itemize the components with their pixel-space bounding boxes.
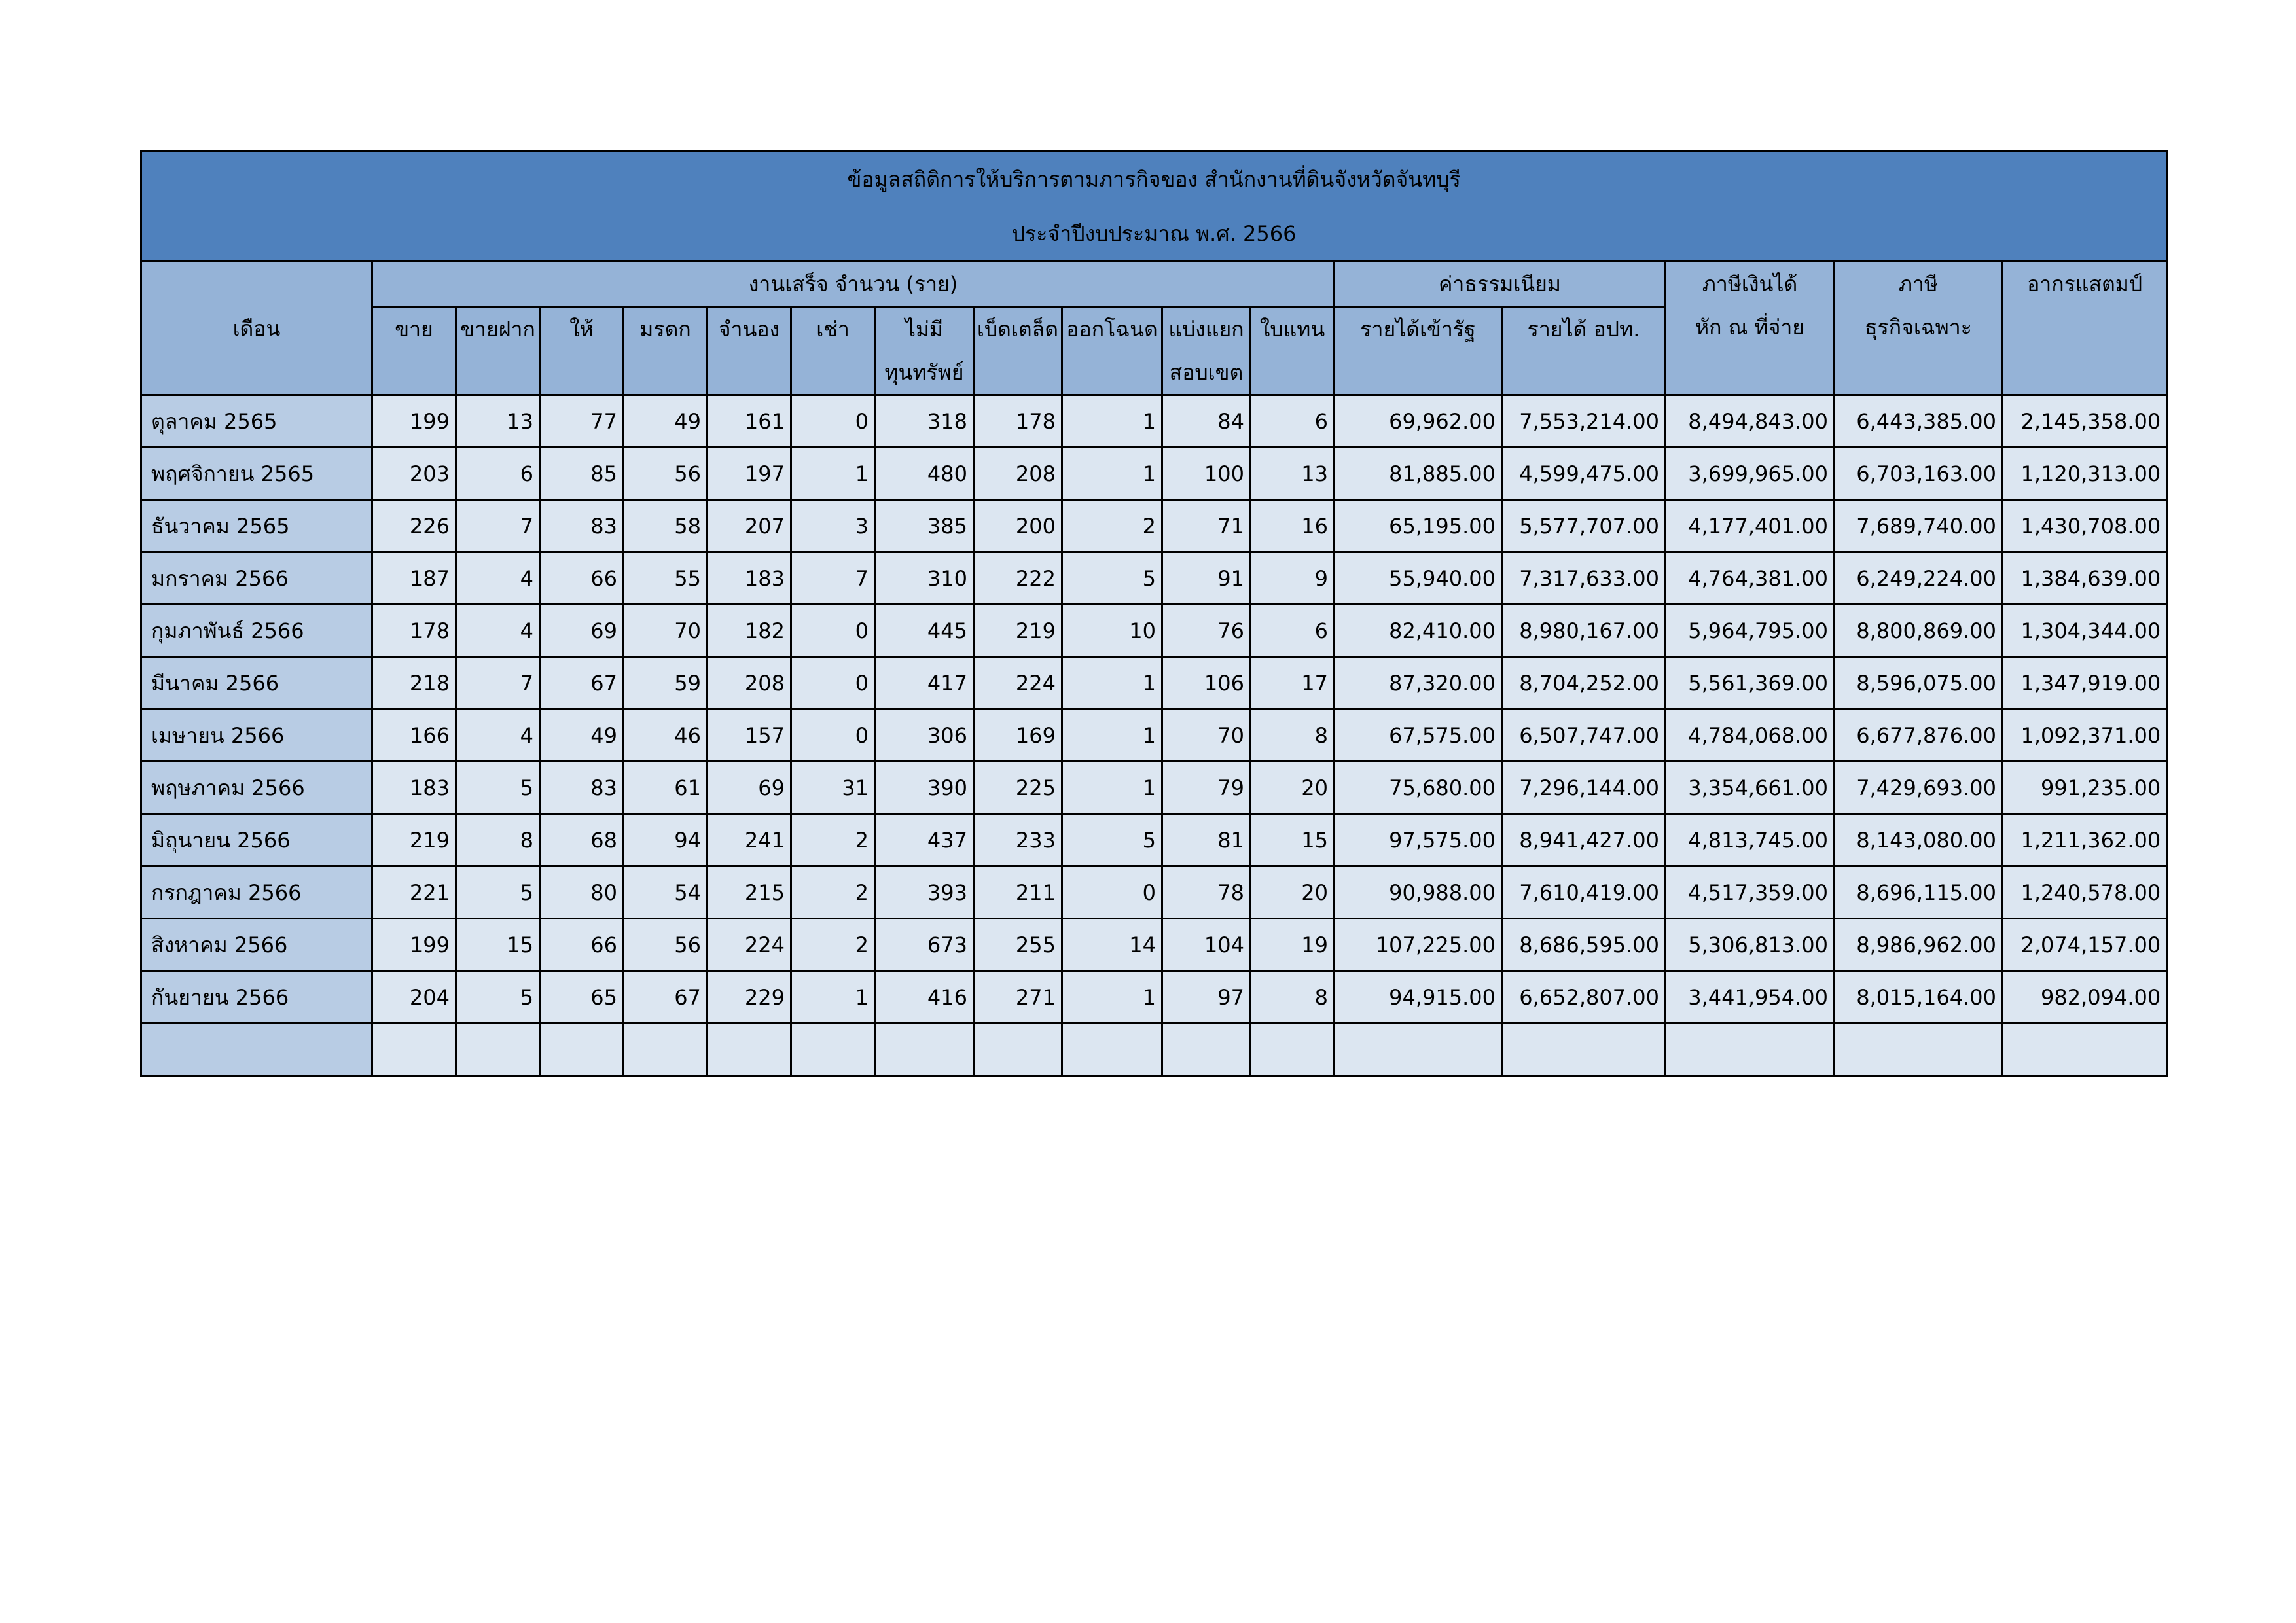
empty-cell [540,1024,624,1076]
empty-cell [2003,1024,2167,1076]
table-row [141,709,2167,762]
value-cell: 310 [875,552,974,605]
empty-cell [1666,1024,1835,1076]
header-replacement: ใบแทน [1251,307,1335,395]
value-cell: 197 [708,448,791,500]
table-row [141,814,2167,866]
empty-cell [708,1024,791,1076]
value-cell: 255 [974,919,1062,971]
value-cell: 390 [875,762,974,814]
title-row [141,151,2167,262]
value-cell: 1 [1062,709,1162,762]
header-mortgage: จำนอง [708,307,791,395]
value-cell: 8,696,115.00 [1835,866,2003,919]
value-cell: 200 [974,500,1062,552]
value-cell: 224 [974,657,1062,709]
value-cell: 7,429,693.00 [1835,762,2003,814]
value-cell: 1 [1062,395,1162,448]
value-cell: 8 [456,814,540,866]
value-cell: 71 [1162,500,1251,552]
value-cell: 1,211,362.00 [2003,814,2167,866]
value-cell: 157 [708,709,791,762]
value-cell: 8,686,595.00 [1502,919,1666,971]
value-cell: 2,074,157.00 [2003,919,2167,971]
empty-cell [1835,1024,2003,1076]
value-cell: 1 [791,971,875,1024]
value-cell: 3 [791,500,875,552]
value-cell: 49 [540,709,624,762]
value-cell: 85 [540,448,624,500]
value-cell: 7,317,633.00 [1502,552,1666,605]
header-miscellaneous: เบ็ดเตล็ด [974,307,1062,395]
value-cell: 8,015,164.00 [1835,971,2003,1024]
value-cell: 7,689,740.00 [1835,500,2003,552]
header-sale-redemption: ขายฝาก [456,307,540,395]
value-cell: 94,915.00 [1335,971,1502,1024]
month-cell: มีนาคม 2566 [141,657,372,709]
table-row [141,448,2167,500]
value-cell: 1,120,313.00 [2003,448,2167,500]
value-cell: 219 [372,814,456,866]
value-cell: 0 [791,605,875,657]
empty-row [141,1024,2167,1076]
value-cell: 4,517,359.00 [1666,866,1835,919]
month-cell: ธันวาคม 2565 [141,500,372,552]
value-cell: 182 [708,605,791,657]
value-cell: 2 [1062,500,1162,552]
value-cell: 982,094.00 [2003,971,2167,1024]
value-cell: 10 [1062,605,1162,657]
value-cell: 76 [1162,605,1251,657]
value-cell: 78 [1162,866,1251,919]
value-cell: 8,800,869.00 [1835,605,2003,657]
month-cell: สิงหาคม 2566 [141,919,372,971]
table-row [141,866,2167,919]
value-cell: 417 [875,657,974,709]
value-cell: 9 [1251,552,1335,605]
value-cell: 224 [708,919,791,971]
empty-cell [791,1024,875,1076]
value-cell: 221 [372,866,456,919]
table-row [141,552,2167,605]
value-cell: 991,235.00 [2003,762,2167,814]
value-cell: 6,443,385.00 [1835,395,2003,448]
value-cell: 8 [1251,971,1335,1024]
header-work-group: งานเสร็จ จำนวน (ราย) [372,262,1335,307]
value-cell: 2 [791,919,875,971]
table-row [141,971,2167,1024]
value-cell: 16 [1251,500,1335,552]
value-cell: 5 [1062,552,1162,605]
value-cell: 203 [372,448,456,500]
value-cell: 6 [1251,395,1335,448]
value-cell: 7,296,144.00 [1502,762,1666,814]
value-cell: 7,553,214.00 [1502,395,1666,448]
value-cell: 15 [456,919,540,971]
month-cell: ตุลาคม 2565 [141,395,372,448]
month-cell: กรกฎาคม 2566 [141,866,372,919]
value-cell: 673 [875,919,974,971]
value-cell: 59 [624,657,708,709]
value-cell: 0 [1062,866,1162,919]
value-cell: 66 [540,919,624,971]
value-cell: 416 [875,971,974,1024]
value-cell: 80 [540,866,624,919]
value-cell: 84 [1162,395,1251,448]
header-fee-group: ค่าธรรมเนียม [1335,262,1666,307]
value-cell: 222 [974,552,1062,605]
table-title [141,151,2167,262]
value-cell: 480 [875,448,974,500]
value-cell: 49 [624,395,708,448]
value-cell: 318 [875,395,974,448]
table-row [141,657,2167,709]
header-inheritance: มรดก [624,307,708,395]
value-cell: 100 [1162,448,1251,500]
table-row [141,605,2167,657]
value-cell: 1,384,639.00 [2003,552,2167,605]
table-row [141,919,2167,971]
value-cell: 183 [708,552,791,605]
value-cell: 385 [875,500,974,552]
month-cell: พฤษภาคม 2566 [141,762,372,814]
header-row-1 [141,262,2167,307]
empty-cell [624,1024,708,1076]
value-cell: 7 [456,657,540,709]
value-cell: 79 [1162,762,1251,814]
value-cell: 3,441,954.00 [1666,971,1835,1024]
value-cell: 393 [875,866,974,919]
value-cell: 31 [791,762,875,814]
table-row [141,395,2167,448]
value-cell: 7 [791,552,875,605]
value-cell: 5,964,795.00 [1666,605,1835,657]
value-cell: 1 [1062,448,1162,500]
value-cell: 219 [974,605,1062,657]
value-cell: 4 [456,709,540,762]
value-cell: 75,680.00 [1335,762,1502,814]
value-cell: 1,347,919.00 [2003,657,2167,709]
value-cell: 2,145,358.00 [2003,395,2167,448]
value-cell: 65,195.00 [1335,500,1502,552]
value-cell: 207 [708,500,791,552]
month-cell: มกราคม 2566 [141,552,372,605]
value-cell: 4,599,475.00 [1502,448,1666,500]
value-cell: 69 [708,762,791,814]
value-cell: 70 [624,605,708,657]
value-cell: 81 [1162,814,1251,866]
value-cell: 8,596,075.00 [1835,657,2003,709]
value-cell: 13 [1251,448,1335,500]
header-gift: ให้ [540,307,624,395]
title-line-1: ข้อมูลสถิติการให้บริการตามภารกิจของ สำนักงานที่ดินจังหวัดจันทบุรี [847,167,1461,192]
value-cell: 306 [875,709,974,762]
value-cell: 46 [624,709,708,762]
value-cell: 91 [1162,552,1251,605]
header-specific-business-tax: ภาษี ธุรกิจเฉพาะ [1835,262,2003,395]
value-cell: 1 [1062,762,1162,814]
value-cell: 81,885.00 [1335,448,1502,500]
value-cell: 20 [1251,866,1335,919]
value-cell: 1 [1062,657,1162,709]
table-row [141,500,2167,552]
header-subdivision-survey: แบ่งแยก สอบเขต [1162,307,1251,395]
value-cell: 83 [540,500,624,552]
month-cell: มิถุนายน 2566 [141,814,372,866]
value-cell: 54 [624,866,708,919]
empty-cell [456,1024,540,1076]
value-cell: 4 [456,552,540,605]
value-cell: 1,304,344.00 [2003,605,2167,657]
empty-cell [974,1024,1062,1076]
value-cell: 229 [708,971,791,1024]
header-local-revenue: รายได้ อปท. [1502,307,1666,395]
value-cell: 0 [791,709,875,762]
value-cell: 55,940.00 [1335,552,1502,605]
month-cell: เมษายน 2566 [141,709,372,762]
value-cell: 187 [372,552,456,605]
value-cell: 82,410.00 [1335,605,1502,657]
value-cell: 90,988.00 [1335,866,1502,919]
value-cell: 66 [540,552,624,605]
value-cell: 233 [974,814,1062,866]
value-cell: 5 [456,762,540,814]
value-cell: 437 [875,814,974,866]
value-cell: 7 [456,500,540,552]
value-cell: 6,703,163.00 [1835,448,2003,500]
header-sale: ขาย [372,307,456,395]
value-cell: 4,764,381.00 [1666,552,1835,605]
value-cell: 3,699,965.00 [1666,448,1835,500]
value-cell: 61 [624,762,708,814]
value-cell: 178 [372,605,456,657]
value-cell: 87,320.00 [1335,657,1502,709]
value-cell: 70 [1162,709,1251,762]
value-cell: 2 [791,814,875,866]
empty-cell [1335,1024,1502,1076]
value-cell: 169 [974,709,1062,762]
value-cell: 178 [974,395,1062,448]
value-cell: 1 [1062,971,1162,1024]
empty-cell [1062,1024,1162,1076]
value-cell: 8,143,080.00 [1835,814,2003,866]
value-cell: 67,575.00 [1335,709,1502,762]
value-cell: 104 [1162,919,1251,971]
value-cell: 5 [456,971,540,1024]
value-cell: 17 [1251,657,1335,709]
value-cell: 6 [1251,605,1335,657]
value-cell: 1 [791,448,875,500]
value-cell: 199 [372,395,456,448]
value-cell: 4 [456,605,540,657]
empty-cell [1502,1024,1666,1076]
value-cell: 8,941,427.00 [1502,814,1666,866]
statistics-table [140,150,2168,1077]
month-cell: กันยายน 2566 [141,971,372,1024]
header-state-revenue: รายได้เข้ารัฐ [1335,307,1502,395]
value-cell: 6 [456,448,540,500]
value-cell: 4,784,068.00 [1666,709,1835,762]
value-cell: 5,577,707.00 [1502,500,1666,552]
value-cell: 166 [372,709,456,762]
value-cell: 6,249,224.00 [1835,552,2003,605]
value-cell: 14 [1062,919,1162,971]
value-cell: 1,240,578.00 [2003,866,2167,919]
value-cell: 6,677,876.00 [1835,709,2003,762]
value-cell: 215 [708,866,791,919]
value-cell: 67 [540,657,624,709]
value-cell: 1,430,708.00 [2003,500,2167,552]
value-cell: 56 [624,919,708,971]
value-cell: 208 [974,448,1062,500]
header-no-capital: ไม่มี ทุนทรัพย์ [875,307,974,395]
value-cell: 8,494,843.00 [1666,395,1835,448]
value-cell: 5 [456,866,540,919]
header-stamp-duty: อากรแสตมป์ [2003,262,2167,395]
value-cell: 15 [1251,814,1335,866]
value-cell: 55 [624,552,708,605]
header-withholding-tax: ภาษีเงินได้ หัก ณ ที่จ่าย [1666,262,1835,395]
value-cell: 161 [708,395,791,448]
value-cell: 271 [974,971,1062,1024]
value-cell: 19 [1251,919,1335,971]
title-line-2: ประจำปีงบประมาณ พ.ศ. 2566 [1011,221,1297,246]
value-cell: 208 [708,657,791,709]
month-cell: กุมภาพันธ์ 2566 [141,605,372,657]
empty-cell [1162,1024,1251,1076]
value-cell: 69,962.00 [1335,395,1502,448]
value-cell: 13 [456,395,540,448]
value-cell: 5,306,813.00 [1666,919,1835,971]
value-cell: 4,813,745.00 [1666,814,1835,866]
value-cell: 211 [974,866,1062,919]
value-cell: 218 [372,657,456,709]
value-cell: 107,225.00 [1335,919,1502,971]
value-cell: 5,561,369.00 [1666,657,1835,709]
value-cell: 225 [974,762,1062,814]
value-cell: 65 [540,971,624,1024]
value-cell: 97,575.00 [1335,814,1502,866]
value-cell: 1,092,371.00 [2003,709,2167,762]
value-cell: 8,986,962.00 [1835,919,2003,971]
header-title-deed-issue: ออกโฉนด [1062,307,1162,395]
value-cell: 6,652,807.00 [1502,971,1666,1024]
value-cell: 226 [372,500,456,552]
empty-cell [1251,1024,1335,1076]
empty-cell [372,1024,456,1076]
value-cell: 183 [372,762,456,814]
value-cell: 8,980,167.00 [1502,605,1666,657]
value-cell: 0 [791,395,875,448]
value-cell: 8,704,252.00 [1502,657,1666,709]
header-lease: เช่า [791,307,875,395]
value-cell: 20 [1251,762,1335,814]
value-cell: 67 [624,971,708,1024]
value-cell: 68 [540,814,624,866]
value-cell: 106 [1162,657,1251,709]
value-cell: 4,177,401.00 [1666,500,1835,552]
value-cell: 5 [1062,814,1162,866]
value-cell: 83 [540,762,624,814]
value-cell: 8 [1251,709,1335,762]
table-row [141,762,2167,814]
header-month: เดือน [141,262,372,395]
value-cell: 69 [540,605,624,657]
value-cell: 0 [791,657,875,709]
value-cell: 241 [708,814,791,866]
value-cell: 77 [540,395,624,448]
value-cell: 2 [791,866,875,919]
value-cell: 199 [372,919,456,971]
value-cell: 58 [624,500,708,552]
value-cell: 97 [1162,971,1251,1024]
value-cell: 6,507,747.00 [1502,709,1666,762]
value-cell: 445 [875,605,974,657]
value-cell: 3,354,661.00 [1666,762,1835,814]
value-cell: 94 [624,814,708,866]
empty-cell [875,1024,974,1076]
value-cell: 56 [624,448,708,500]
month-cell: พฤศจิกายน 2565 [141,448,372,500]
value-cell: 204 [372,971,456,1024]
empty-cell [141,1024,372,1076]
value-cell: 7,610,419.00 [1502,866,1666,919]
